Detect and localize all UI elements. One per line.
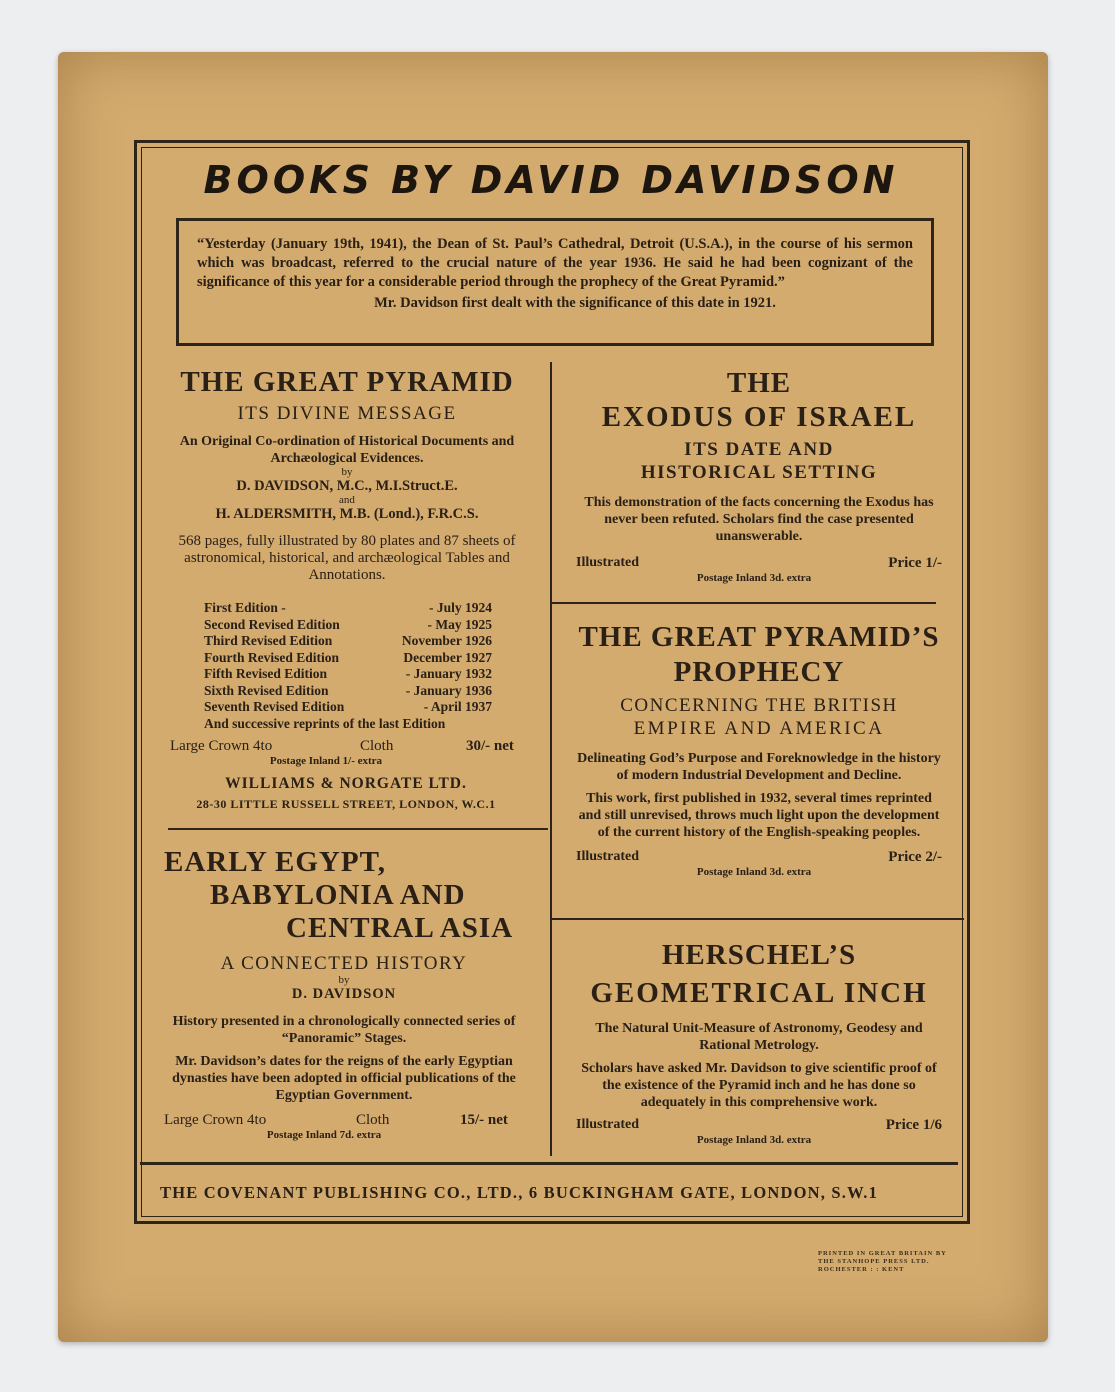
book-herschel: [576, 936, 942, 1146]
price-label: 15/- net: [460, 1112, 508, 1128]
by-label: by: [341, 466, 353, 478]
edition-row: Third Revised Edition November 1926: [204, 633, 492, 648]
column-divider: [550, 362, 552, 1156]
postage-note: Postage Inland 3d. extra: [696, 866, 812, 878]
format-row: [164, 1112, 524, 1129]
book-title-line: CENTRAL ASIA: [286, 912, 514, 944]
price-label: 30/- net: [466, 738, 514, 754]
book-title-line: THE: [726, 367, 792, 399]
price-label: Price 1/6: [885, 1117, 942, 1133]
book-subtitle: ITS DIVINE MESSAGE: [237, 403, 457, 424]
great-pyramid-details: [170, 738, 522, 813]
book-title-line: BABYLONIA AND: [210, 879, 466, 911]
price-row: [576, 849, 942, 866]
printer-line: THE STANHOPE PRESS LTD.: [818, 1258, 930, 1265]
author-line: D. DAVIDSON, M.C., M.I.Struct.E.: [236, 478, 458, 494]
price-label: Price 1/-: [888, 555, 942, 571]
book-title-line: PROPHECY: [673, 656, 845, 688]
book-description: Delineating God’s Purpose and Foreknowledge in the history of modern Industrial Development and Decline.: [577, 751, 941, 783]
book-subtitle: HISTORICAL SETTING: [640, 462, 878, 483]
printer-line: PRINTED IN GREAT BRITAIN BY: [818, 1250, 947, 1257]
divider-right: [552, 602, 936, 604]
book-title-line: GEOMETRICAL INCH: [590, 977, 928, 1009]
book-title-line: EARLY EGYPT,: [164, 846, 387, 878]
binding-label: Cloth: [360, 738, 394, 754]
author-line: H. ALDERSMITH, M.B. (Lond.), F.R.C.S.: [215, 506, 479, 522]
price-row: [576, 1117, 942, 1134]
author-line: D. DAVIDSON: [291, 986, 397, 1002]
quote-attribution: Mr. Davidson first dealt with the significance of this date in 1921.: [374, 295, 776, 311]
book-description: History presented in a chronologically connected series of “Panoramic” Stages.: [172, 1014, 516, 1046]
book-description: This demonstration of the facts concerning the Exodus has never been refuted. Scholars find the case presented unanswerable.: [584, 495, 934, 544]
book-subtitle: A CONNECTED HISTORY: [220, 953, 468, 974]
book-title-line: EXODUS OF ISRAEL: [601, 401, 917, 433]
book-title: THE GREAT PYRAMID: [180, 366, 514, 398]
divider-left: [168, 828, 548, 830]
book-subtitle: ITS DATE AND: [684, 439, 834, 460]
book-description: An Original Co-ordination of Historical Documents and Archæological Evidences.: [179, 434, 515, 466]
book-description: This work, first published in 1932, several times reprinted and still unrevised, throws much light upon the development of the current history of the English-speaking peoples.: [578, 791, 940, 840]
edition-row: Fifth Revised Edition - January 1932: [204, 666, 492, 681]
book-subtitle: EMPIRE AND AMERICA: [633, 718, 885, 739]
edition-row: Sixth Revised Edition - January 1936: [204, 682, 492, 698]
quote-text: “Yesterday (January 19th, 1941), the Dean of St. Paul’s Cathedral, Detroit (U.S.A.), in the course of his sermon which was broadcast, referred to the crucial nature of the year 1936. He said he had been cognizant of the significance of this year for a considerable period through the prophecy of the Great Pyramid.”: [197, 236, 913, 290]
edition-row: First Edition - - July 1924: [204, 600, 492, 615]
book-subtitle: CONCERNING THE BRITISH: [620, 695, 898, 716]
footer-publisher: THE COVENANT PUBLISHING CO., LTD., 6 BUCKINGHAM GATE, LONDON, S.W.1: [160, 1183, 879, 1202]
postage-note: Postage Inland 1/- extra: [269, 755, 383, 767]
illustrated-label: Illustrated: [576, 555, 639, 570]
book-exodus: [576, 366, 942, 584]
format-label: Large Crown 4to: [170, 738, 273, 754]
quote-box: [176, 218, 934, 346]
book-great-pyramid: [166, 366, 528, 584]
printer-line: ROCHESTER : : KENT: [818, 1266, 905, 1273]
edition-row: Fourth Revised Edition December 1927: [204, 649, 492, 665]
publisher-address: 28-30 LITTLE RUSSELL STREET, LONDON, W.C.1: [196, 797, 496, 811]
postage-note: Postage Inland 3d. extra: [696, 572, 812, 584]
pages-info: 568 pages, fully illustrated by 80 plates and 87 sheets of astronomical, historical, and archæological Tables and Annotations.: [178, 533, 516, 583]
binding-label: Cloth: [356, 1112, 390, 1128]
publisher-footer: [140, 1162, 958, 1219]
book-title-line: HERSCHEL’S: [661, 939, 857, 971]
illustrated-label: Illustrated: [576, 849, 639, 864]
book-description: Scholars have asked Mr. Davidson to give scientific proof of the existence of the Pyramid inch and he has done so adequately in this comprehensive work.: [581, 1061, 937, 1110]
printer-imprint: [818, 1250, 968, 1274]
price-row: [576, 555, 942, 572]
by-label: by: [338, 974, 350, 986]
book-early-egypt: [164, 846, 524, 1141]
book-title-line: THE GREAT PYRAMID’S: [578, 621, 940, 653]
book-description: Mr. Davidson’s dates for the reigns of the early Egyptian dynasties have been adopted in official publications of the Egyptian Government.: [172, 1054, 516, 1103]
book-description: The Natural Unit-Measure of Astronomy, Geodesy and Rational Metrology.: [595, 1021, 923, 1053]
book-prophecy: [576, 620, 942, 878]
edition-row: Second Revised Edition - May 1925: [204, 616, 492, 632]
and-label: and: [339, 494, 355, 506]
edition-row: Seventh Revised Edition - April 1937: [204, 699, 492, 714]
postage-note: Postage Inland 3d. extra: [696, 1134, 812, 1146]
format-label: Large Crown 4to: [164, 1112, 267, 1128]
reprints-note: And successive reprints of the last Edition: [204, 715, 446, 731]
postage-note: Postage Inland 7d. extra: [266, 1129, 382, 1141]
price-label: Price 2/-: [888, 849, 942, 865]
divider-right: [552, 918, 964, 920]
page-title: BOOKS BY DAVID DAVIDSON: [203, 158, 899, 202]
illustrated-label: Illustrated: [576, 1117, 639, 1132]
editions-table: [204, 600, 492, 732]
format-row: [170, 738, 522, 755]
publisher-name: WILLIAMS & NORGATE LTD.: [225, 775, 467, 792]
